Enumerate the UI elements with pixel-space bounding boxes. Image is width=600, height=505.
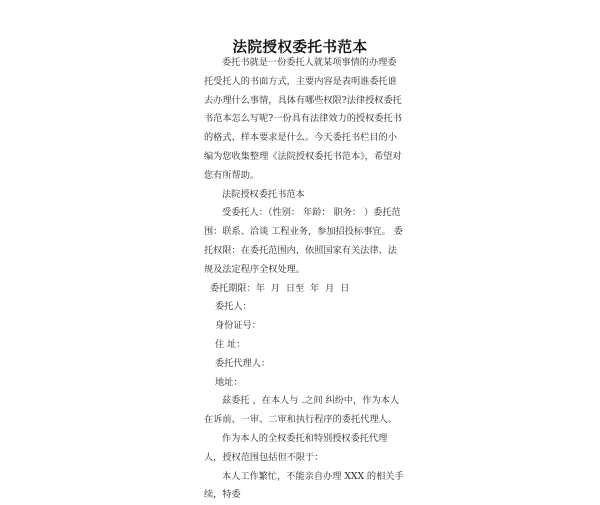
id-number-field: 身份证号： [215,320,261,332]
principal-field: 委托人： [215,301,252,313]
authorization-scope-paragraph: 作为本人的全权委托和特别授权委托代理人，授权范围包括但不限于： [204,432,388,463]
address-field: 住 址： [215,338,246,350]
template-subtitle: 法院授权委托书范本 [222,188,305,200]
entrust-reason-paragraph: 本人工作繁忙，不能亲自办理 XXX 的相关手续，特委 [204,470,404,501]
entrust-case-paragraph: 兹委托 ，在本人与 .之间 纠纷中，作为本人在诉前、一审、二审和执行程序的委托代理人。 [204,395,400,426]
agent-address-field: 地址： [215,376,243,388]
entrust-period-line: 委托期限：年 月 日至 年 月 日 [204,282,350,294]
document-body [204,54,404,505]
intro-paragraph: 委托书就是一份委托人就某项事情的办理委托受托人的书面方式，主要内容是表明谁委托谁去办理什么事情，具体有哪些权限?法律授权委托书范本怎么写呢?一份具有法律效力的授权委托书的格式、样本要求是什么。今天委托书栏目的小编为您收集整理《法院授权委托书范本》，希望对您有所帮助。 [204,57,402,181]
document-title: 法院授权委托书范本 [232,39,368,56]
entrusted-person-paragraph: 受委托人：（性别： 年龄： 职务： ）委托范围：联系、洽谈 工程业务，参加招投标事宜。 委托权限：在委托范围内，依照国家有关法律、法规及法定程序全权处理。 [204,207,403,275]
agent-field: 委托代理人： [215,357,271,369]
